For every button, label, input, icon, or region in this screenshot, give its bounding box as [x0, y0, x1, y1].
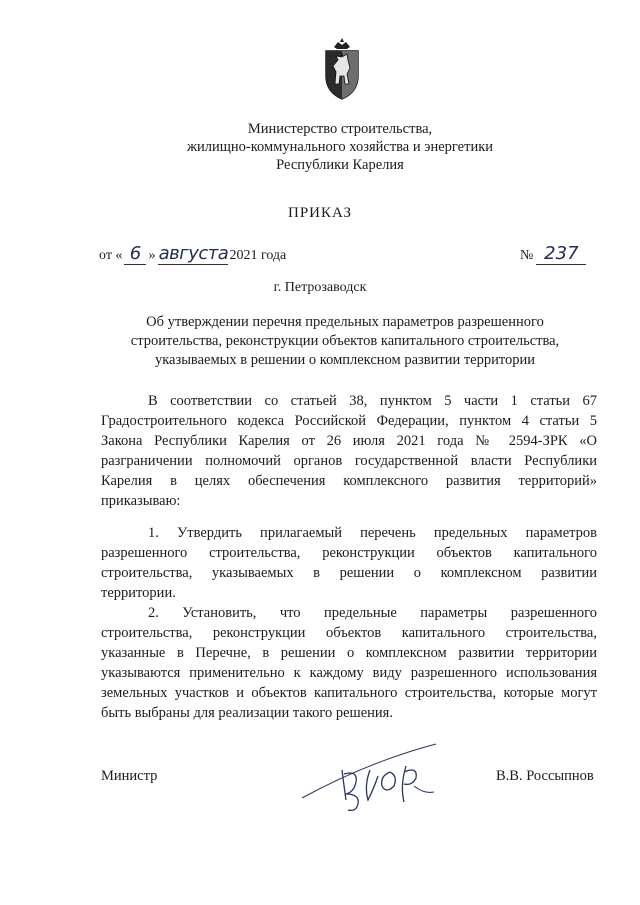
handwritten-signature-icon: [298, 742, 440, 818]
number-prefix: №: [520, 248, 534, 263]
ministry-line-2: жилищно-коммунального хозяйства и энергетики: [186, 139, 494, 155]
subject-line: строительства, реконструкции объектов капитального строительства,: [130, 333, 560, 349]
preamble-line: Градостроительного кодекса Российской Федерации, пунктом 4 статьи 5: [101, 413, 597, 429]
date-year: 2021 года: [229, 248, 287, 263]
item-1-line: разрешенного строительства, реконструкции объектов капитального: [101, 545, 597, 561]
republic-of-karelia-coat-of-arms-icon: [322, 38, 362, 100]
item-2-paragraph: [101, 603, 597, 723]
preamble-paragraph: [101, 391, 597, 511]
item-1-line: 1. Утвердить прилагаемый перечень предельных параметров: [148, 525, 597, 541]
item-2-line: указываются применительно к каждому виду разрешенного использования: [101, 665, 597, 681]
item-1-paragraph: [101, 523, 597, 603]
item-2-line: указанные в Перечне, в решении о комплексном развитии территории: [101, 645, 597, 661]
date-separator: »: [148, 248, 156, 263]
preamble-line: Карелия в целях обеспечения комплексного развития территорий»: [101, 473, 597, 489]
preamble-line: приказываю:: [101, 493, 181, 509]
order-subject: [120, 313, 570, 370]
item-2-line: быть выбраны для реализации такого решения.: [101, 705, 393, 721]
item-1-line: строительства, указываемых в решении о комплексном развитии: [101, 565, 597, 581]
ministry-line-1: Министерство строительства,: [247, 121, 433, 137]
preamble-line: Закона Республики Карелия от 26 июля 2021 года № 2594-ЗРК «О: [101, 433, 597, 449]
order-month: августа: [158, 243, 229, 264]
item-2-line: земельных участков и объектов капитального строительства, которые могут: [101, 685, 597, 701]
preamble-line: В соответствии со статьей 38, пунктом 5 части 1 статьи 67: [148, 393, 597, 409]
item-1-line: территории.: [101, 585, 176, 601]
date-prefix: от «: [99, 248, 123, 263]
city-line: г. Петрозаводск: [273, 280, 367, 295]
order-day: 6: [124, 243, 146, 265]
item-2-line: строительства, реконструкции объектов капитального строительства,: [101, 625, 597, 641]
signer-name: В.В. Россыпнов: [496, 768, 594, 784]
order-number-value: 237: [536, 243, 586, 265]
order-number: [520, 243, 586, 265]
ministry-line-3: Республики Карелия: [276, 157, 404, 173]
preamble-line: разграничении полномочий органов государственной власти Республики: [101, 453, 597, 469]
signer-role: Министр: [101, 768, 158, 784]
item-2-line: 2. Установить, что предельные параметры разрешенного: [148, 605, 597, 621]
order-date: [99, 243, 286, 265]
order-title: ПРИКАЗ: [288, 205, 352, 221]
subject-line: указываемых в решении о комплексном развитии территории: [154, 352, 536, 368]
ministry-name: [120, 120, 560, 174]
subject-line: Об утверждении перечня предельных параметров разрешенного: [146, 314, 544, 330]
